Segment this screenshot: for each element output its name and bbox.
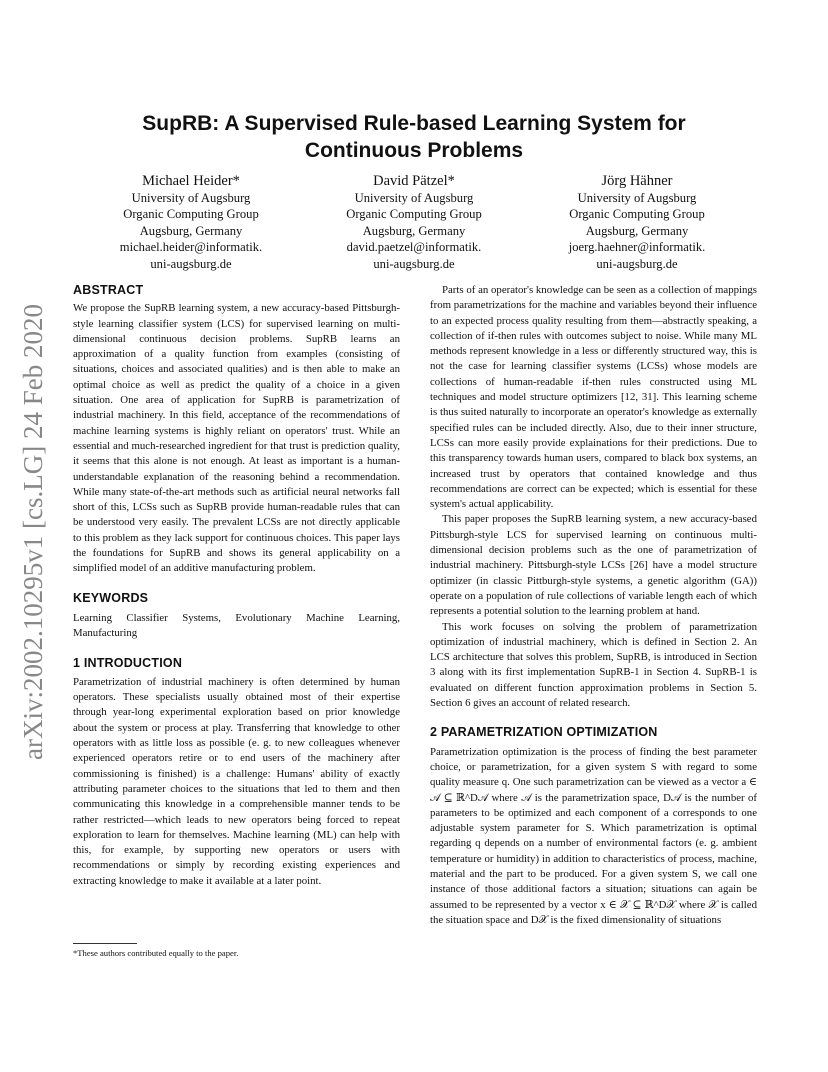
author-location: Augsburg, Germany xyxy=(585,223,689,238)
author-email-domain: uni-augsburg.de xyxy=(373,256,455,271)
author-group: Organic Computing Group xyxy=(569,207,705,222)
author-group: Organic Computing Group xyxy=(346,207,482,222)
section-2-paragraph-1: Parametrization optimization is the process of finding the best parameter choice, or parametrization, for a given system S with regard to some quality measure q. One such parametrization can be viewed as a vector a ∈ 𝒜 ⊆ ℝ^D𝒜 where 𝒜 is the parametrization space, D𝒜 is the number of parameters to be optimized and each component of a corresponds to one adjustable system parameter for S. Which parametrization is optimal regarding q depends on a number of environmental factors (e. g. ambient temperature or humidity) in addition to characteristics of process, machine, material and the part to be produced. For a given system S, we call one instance of those additional factors a situation; situations can again be assumed to be represented by a vector x ∈ 𝒳 ⊆ ℝ^D𝒳 where 𝒳 is called the situation space and D𝒳 is the fixed dimensionality of situations xyxy=(430,745,757,926)
author-name: Jörg Hähner xyxy=(601,173,673,189)
author-name: David Pätzel* xyxy=(373,173,455,189)
left-column xyxy=(73,283,400,889)
introduction-heading: 1 INTRODUCTION xyxy=(73,655,183,670)
author-email: michael.heider@informatik. xyxy=(119,240,263,255)
author-email-domain: uni-augsburg.de xyxy=(150,256,232,271)
arxiv-identifier: arXiv:2002.10295v1 [cs.LG] 24 Feb 2020 xyxy=(18,304,48,760)
author-email-domain: uni-augsburg.de xyxy=(596,256,678,271)
author-name: Michael Heider* xyxy=(142,173,240,189)
author-group: Organic Computing Group xyxy=(123,207,259,222)
keywords-heading: KEYWORDS xyxy=(73,590,149,605)
author-affiliation: University of Augsburg xyxy=(577,191,697,205)
intro-paragraph-1: Parametrization of industrial machinery is often determined by human operators. These specialists usually obtained most of their expertise through year-long experimental exploration based on prior knowledge about the system or process at play. Transferring that knowledge to other operators with as little loss as possible (e. g. to new colleagues whenever experienced operators retire or to end users of the machinery after commissioning is finished) is a challenge: Humans' ability of exactly attributing parameter choices to the situations that led to them and then communicating this knowledge in a comprehensible manner tends to be rather restricted—which leads to new operators being forced to repeat exploration to learn for themselves. Machine learning (ML) can help with this, for example, by supporting new operators or users with recommendations or simply by recording existing experiences and extracting knowledge to make it available at a later point. xyxy=(73,675,400,887)
section-2-heading: 2 PARAMETRIZATION OPTIMIZATION xyxy=(430,725,658,740)
abstract-text: We propose the SupRB learning system, a new accuracy-based Pittsburgh-style learning classifier system (LCS) for supervised learning on multi-dimensional continuous decision problems. SupRB learns an approximation of a quality function from examples (consisting of situations, choices and associated qualities) and is then able to make an optimal choice as well as predict the quality of a choice in a given situation. One area of application for SupRB is parametrization of industrial machinery. In this field, acceptance of the recommendations of machine learning systems is highly reliant on operators' trust. While an essential and much-researched ingredient for that trust is prediction quality, it seems that this alone is not enough. At least as important is a human-understandable explanation of the reasoning behind a recommendation. While many state-of-the-art methods such as artificial neural networks fall short of this, LCSs such as SupRB provide human-readable rules that can be understood very easily. The prevalent LCSs are not directly applicable to this problem as they lack support for continuous choices. This paper lays the foundations for SupRB and shows its general applicability on a simplified model of an additive manufacturing problem. xyxy=(73,302,400,575)
right-column xyxy=(430,283,757,928)
intro-paragraph-4: This work focuses on solving the problem of parametrization optimization of industrial machinery, which is defined in Section 2. An LCS architecture that solves this problem, SupRB, is introduced in Section 3 along with its first implementation SupRB-1 in Section 4. SupRB-1 is evaluated on different function approximation problems in Section 5. Section 6 gives an account of related research. xyxy=(430,620,757,710)
author-email: joerg.haehner@informatik. xyxy=(568,240,706,255)
intro-paragraph-2: Parts of an operator's knowledge can be seen as a collection of mappings from parametrizations for the machine and variables beyond their influence to an expected process quality resulting from them—abstractly speaking, a collection of if-then rules with outcomes subject to noise. While many ML methods represent knowledge in a less or differently structured way, this is not the case for learning classifier systems (LCSs) whose models are collections of human-readable if-then rules constructed using ML techniques and model structure optimizers [12, 31]. This learning scheme is thus suited naturally to incorporate an operator's knowledge as externally specified rules can be included directly. Also, due to their inner structure, LCSs can more easily provide explainations for their predictions. Due to this transparency towards human users, compared to black box systems, an increased trust by operators that contained knowledge and thus recommendations are correct can be expected; which is essential for these system's actual applicability. xyxy=(430,284,757,511)
author-affiliation: University of Augsburg xyxy=(131,191,251,205)
author-block-3 xyxy=(522,172,752,272)
author-block-1 xyxy=(76,172,306,272)
keywords-text: Learning Classifier Systems, Evolutionary Machine Learning, Manufacturing xyxy=(73,611,400,640)
author-block-2 xyxy=(299,172,529,272)
footnote-separator xyxy=(73,943,137,944)
author-location: Augsburg, Germany xyxy=(362,223,466,238)
intro-paragraph-3: This paper proposes the SupRB learning system, a new accuracy-based Pittsburgh-style LCS for supervised learning on continuous multi-dimensional decision problems such as the one of parametrization of industrial machinery. Pittsburgh-style LCSs [26] have a model structure optimizer (in classic Pittburgh-style systems, a genetic algorithm (GA)) operate on a population of rule collections of variable length each of which represents a potential solution to the learning problem at hand. xyxy=(430,513,757,618)
author-affiliation: University of Augsburg xyxy=(354,191,474,205)
author-location: Augsburg, Germany xyxy=(139,223,243,238)
paper-title: SupRB: A Supervised Rule-based Learning System for Continuous Problems xyxy=(142,112,686,162)
abstract-heading: ABSTRACT xyxy=(73,283,144,297)
footnote: *These authors contributed equally to the paper. xyxy=(73,948,239,958)
author-email: david.paetzel@informatik. xyxy=(346,240,482,255)
